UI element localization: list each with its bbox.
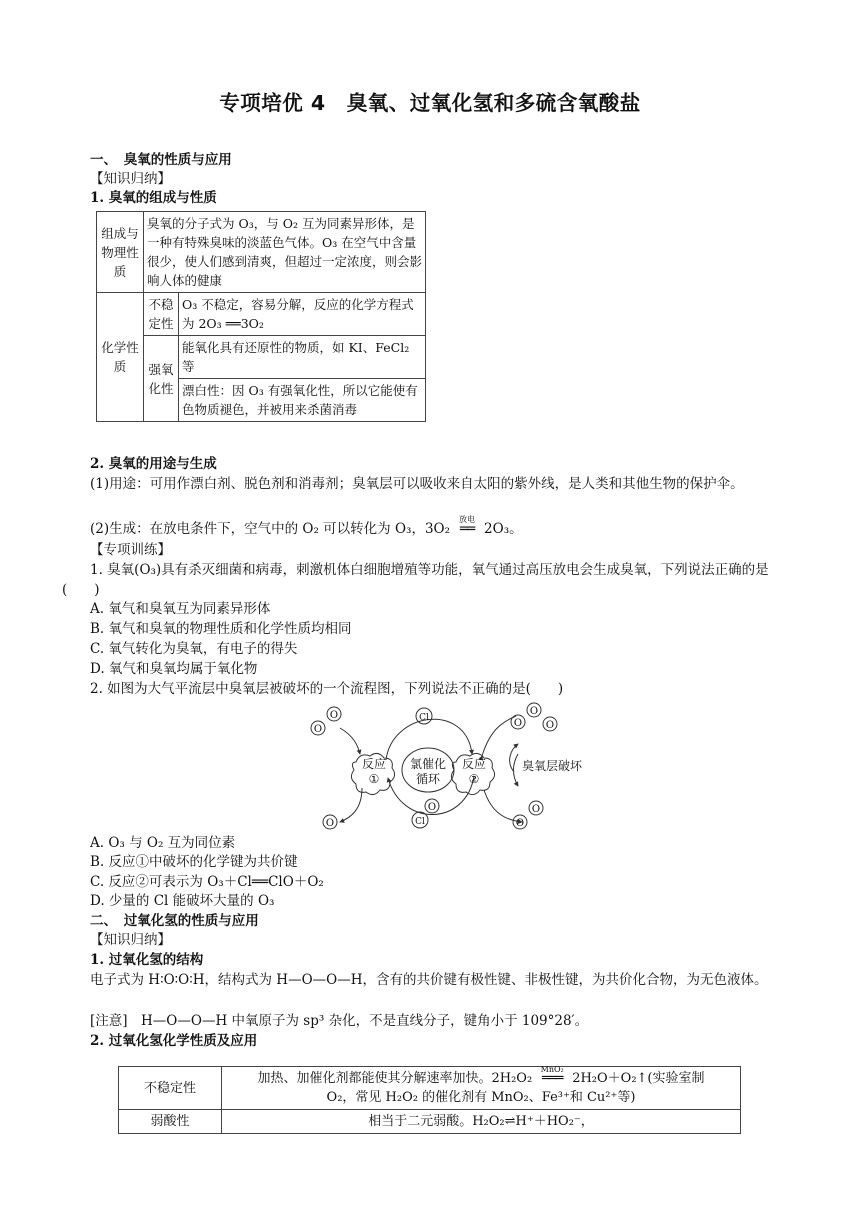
table1-label-chemical: 化学性质 — [97, 293, 144, 422]
table1-label-physical: 组成与物理性质 — [97, 212, 144, 293]
table2-unstable-pre: 加热、加催化剂都能使其分解速率加快。2H₂O₂ — [257, 1071, 533, 1086]
atom-cl: Cl — [419, 713, 429, 723]
condition-discharge: 放电 — [459, 515, 476, 524]
q2-option-c: C. 反应②可表示为 O₃＋Cl══ClO＋O₂ — [90, 874, 324, 890]
table1-unstable-text: O₃ 不稳定，容易分解，反应的化学方程式为 2O₃ ══3O₂ — [179, 293, 426, 336]
table2-unstable-line2: O₂，常见 H₂O₂ 的催化剂有 MnO₂、Fe³⁺和 Cu²⁺等) — [326, 1090, 636, 1105]
table1-label-oxidizing: 强氧化性 — [144, 336, 179, 422]
note-text: [注意] H—O—O—H 中氧原子为 sp³ 杂化，不是直线分子，键角小于 109°28′。 — [90, 1013, 589, 1029]
ozone-use-text: (1)用途：可用作漂白剂、脱色剂和消毒剂；臭氧层可以吸收来自太阳的紫外线，是人类和其他生物的保护伞。 — [90, 476, 744, 492]
page-title: 专项培优 4 臭氧、过氧化氢和多硫含氧酸盐 — [219, 91, 641, 115]
q2-option-d: D. 少量的 Cl 能破坏大量的 O₃ — [90, 893, 275, 909]
atom-o: O — [513, 718, 523, 729]
ozone-generation: (2)生成：在放电条件下，空气中的 O₂ 可以转化为 O₃，3O₂ 放电 ══ 2O₃。 — [90, 520, 523, 538]
ozone-property-table — [96, 211, 426, 422]
h2o2-property-table — [118, 1066, 741, 1134]
subheading-h2o2-structure: 1. 过氧化氢的结构 — [90, 952, 204, 968]
table1-label-unstable: 不稳定性 — [144, 293, 179, 336]
table1-physical-text: 臭氧的分子式为 O₃，与 O₂ 互为同素异形体，是一种有特殊臭味的淡蓝色气体。O₃ 在空气中含量很少，使人们感到清爽，但超过一定浓度，则会影响人体的健康 — [144, 212, 426, 293]
catalytic-cycle-label: 氯催化 — [409, 757, 447, 771]
atom-o: O — [545, 720, 555, 731]
reaction-1-number: ① — [368, 772, 380, 786]
table2-label-unstable: 不稳定性 — [119, 1067, 222, 1110]
atom-o: O — [313, 724, 323, 735]
atom-o: O — [329, 710, 339, 721]
q1-option-a: A. 氧气和臭氧互为同素异形体 — [90, 601, 271, 617]
table2-label-acidic: 弱酸性 — [119, 1110, 222, 1134]
catalytic-cycle-label-2: 循环 — [415, 772, 441, 786]
section-1-heading: 一、 臭氧的性质与应用 — [90, 152, 232, 168]
table1-bleaching-text: 漂白性：因 O₃ 有强氧化性，所以它能使有色物质褪色，并被用来杀菌消毒 — [179, 379, 426, 422]
h2o2-structure-text: 电子式为 H∶O∶O∶H，结构式为 H—O—O—H，含有的共价键有极性键、非极性键，为共价化合物，为无色液体。 — [90, 972, 768, 988]
ozone-destruction-diagram — [306, 702, 602, 834]
q1-option-b: B. 氧气和臭氧的物理性质和化学性质均相同 — [90, 621, 352, 637]
section-2-heading: 二、 过氧化氢的性质与应用 — [90, 913, 259, 929]
atom-o: O — [325, 818, 335, 829]
table2-unstable-post: 2H₂O＋O₂↑(实验室制 — [572, 1071, 705, 1086]
knowledge-label-1: 【知识归纳】 — [90, 171, 171, 187]
training-label-1: 【专项训练】 — [90, 542, 171, 558]
atom-o: O — [515, 818, 525, 829]
ozone-generation-pre: (2)生成：在放电条件下，空气中的 O₂ 可以转化为 O₃，3O₂ — [90, 521, 451, 537]
question-1: 1. 臭氧(O₃)具有杀灭细菌和病毒，刺激机体白细胞增殖等功能，氧气通过高压放电会生成臭氧，下列说法正确的是( ) — [62, 562, 769, 598]
reaction-2-label: 反应 — [461, 757, 487, 771]
q1-option-c: C. 氧气转化为臭氧，有电子的得失 — [90, 641, 298, 657]
atom-o: O — [427, 802, 437, 813]
question-2: 2. 如图为大气平流层中臭氧层被破坏的一个流程图，下列说法不正确的是( ) — [90, 681, 564, 697]
subheading-h2o2-chemistry: 2. 过氧化氢化学性质及应用 — [90, 1033, 258, 1049]
condition-mno2: MnO₂ — [540, 1065, 564, 1074]
table1-oxidizing-text: 能氧化具有还原性的物质，如 KI、FeCl₂ 等 — [179, 336, 426, 379]
reaction-2-number: ② — [468, 772, 480, 786]
q2-option-b: B. 反应①中破坏的化学键为共价键 — [90, 854, 298, 870]
table2-acidic-text: 相当于二元弱酸。H₂O₂⇌H⁺＋HO₂⁻， — [222, 1110, 741, 1134]
knowledge-label-2: 【知识归纳】 — [90, 932, 171, 948]
q2-option-a: A. O₃ 与 O₂ 互为同位素 — [90, 835, 236, 851]
q1-option-d: D. 氧气和臭氧均属于氧化物 — [90, 661, 258, 677]
atom-cl: Cl — [415, 817, 425, 827]
table2-unstable-line1: 加热、加催化剂都能使其分解速率加快。2H₂O₂ MnO₂ ═══ 2H₂O＋O₂↑(实验室制 — [228, 1069, 734, 1088]
ozone-destruction-label: 臭氧层破坏 — [521, 759, 583, 773]
subheading-ozone-composition: 1. 臭氧的组成与性质 — [90, 190, 217, 206]
atom-o: O — [531, 804, 541, 815]
atom-o: O — [529, 706, 539, 717]
reaction-1-label: 反应 — [361, 757, 387, 771]
subheading-ozone-use: 2. 臭氧的用途与生成 — [90, 456, 217, 472]
ozone-generation-post: 2O₃。 — [484, 521, 523, 537]
